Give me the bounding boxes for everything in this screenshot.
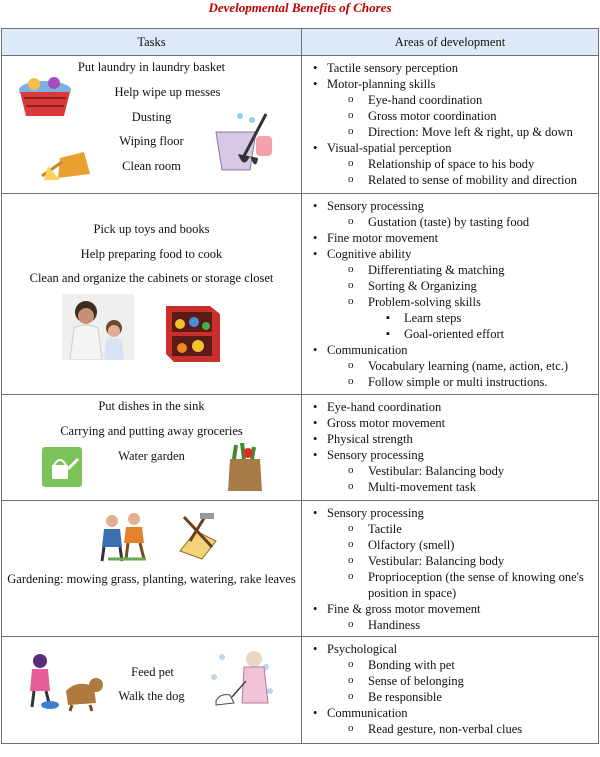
table-row [2, 56, 599, 194]
tasks-cell [2, 56, 302, 194]
document-title: Developmental Benefits of Chores [208, 0, 392, 15]
list-item: o Related to sense of mobility and direction [310, 172, 594, 188]
areas-list [310, 60, 594, 188]
areas-header: Areas of development [302, 29, 599, 56]
watering-can-icon [42, 447, 82, 487]
list-item: • Tactile sensory perception [310, 60, 594, 76]
list-item: o Eye-hand coordination [310, 92, 594, 108]
walking-dog-icon [208, 647, 278, 713]
garden-tools-icon [176, 511, 222, 561]
table-row [2, 194, 599, 395]
areas-cell [302, 56, 599, 194]
table-row [2, 637, 599, 744]
list-item: o Sorting & Organizing [310, 278, 594, 294]
tasks-cell [2, 637, 302, 744]
task-item: Walk the dog [118, 689, 185, 703]
list-item: • Sensory processing [310, 447, 594, 463]
areas-list [310, 198, 594, 390]
list-item: o Olfactory (smell) [310, 537, 594, 553]
chores-table [1, 28, 599, 744]
list-item: o Gross motor coordination [310, 108, 594, 124]
grocery-bag-icon [224, 443, 266, 493]
task-item: Dusting [131, 110, 172, 124]
list-item: • Sensory processing [310, 198, 594, 214]
task-item: Carrying and putting away groceries [60, 424, 243, 438]
list-item: • Sensory processing [310, 505, 594, 521]
task-item: Feed pet [131, 665, 174, 679]
list-item: • Psychological [310, 641, 594, 657]
task-item: Put dishes in the sink [98, 399, 205, 413]
list-item: • Visual-spatial perception [310, 140, 594, 156]
list-item: • Motor-planning skills [310, 76, 594, 92]
tasks-cell [2, 395, 302, 501]
areas-cell [302, 637, 599, 744]
areas-cell [302, 395, 599, 501]
task-item: Gardening: mowing grass, planting, watering, rake leaves [7, 572, 296, 586]
table-row [2, 501, 599, 637]
dustpan-icon [40, 136, 96, 182]
task-item: Put laundry in laundry basket [77, 60, 226, 74]
areas-cell [302, 501, 599, 637]
list-item: • Physical strength [310, 431, 594, 447]
tasks-cell [2, 194, 302, 395]
task-item: Wiping floor [119, 134, 184, 148]
list-item: o Sense of belonging [310, 673, 594, 689]
list-item: ▪ Goal-oriented effort [310, 326, 594, 342]
areas-list [310, 641, 594, 737]
list-item: o Handiness [310, 617, 594, 633]
task-item: Help wipe up messes [114, 85, 221, 99]
mop-bucket-icon [210, 110, 280, 176]
list-item: o Be responsible [310, 689, 594, 705]
task-item: Clean and organize the cabinets or storage closet [29, 271, 274, 285]
task-item: Water garden [118, 449, 185, 463]
tasks-header: Tasks [2, 29, 302, 56]
laundry-basket-icon [14, 76, 76, 120]
toy-shelf-icon [162, 302, 224, 366]
list-item: o Problem-solving skills [310, 294, 594, 310]
list-item: o Multi-movement task [310, 479, 594, 495]
table-row [2, 395, 599, 501]
list-item: • Communication [310, 705, 594, 721]
list-item: o Vocabulary learning (name, action, etc.) [310, 358, 594, 374]
gardening-kids-icon [98, 511, 150, 563]
list-item: o Bonding with pet [310, 657, 594, 673]
list-item: • Cognitive ability [310, 246, 594, 262]
list-item: o Proprioception (the sense of knowing one's position in space) [310, 569, 594, 601]
mother-child-photo [62, 294, 134, 360]
task-item: Help preparing food to cook [80, 247, 223, 261]
list-item: o Follow simple or multi instructions. [310, 374, 594, 390]
areas-list [310, 505, 594, 633]
list-item: • Communication [310, 342, 594, 358]
list-item: • Eye-hand coordination [310, 399, 594, 415]
list-item: • Fine motor movement [310, 230, 594, 246]
task-item: Clean room [122, 159, 181, 173]
tasks-cell [2, 501, 302, 637]
list-item: o Tactile [310, 521, 594, 537]
list-item: ▪ Learn steps [310, 310, 594, 326]
list-item: • Gross motor movement [310, 415, 594, 431]
list-item: o Vestibular: Balancing body [310, 463, 594, 479]
list-item: o Vestibular: Balancing body [310, 553, 594, 569]
list-item: • Fine & gross motor movement [310, 601, 594, 617]
header-row [2, 29, 599, 56]
areas-list [310, 399, 594, 495]
list-item: o Relationship of space to his body [310, 156, 594, 172]
list-item: o Direction: Move left & right, up & down [310, 124, 594, 140]
list-item: o Differentiating & matching [310, 262, 594, 278]
list-item: o Read gesture, non-verbal clues [310, 721, 594, 737]
list-item: o Gustation (taste) by tasting food [310, 214, 594, 230]
areas-cell [302, 194, 599, 395]
task-item: Pick up toys and books [93, 222, 210, 236]
